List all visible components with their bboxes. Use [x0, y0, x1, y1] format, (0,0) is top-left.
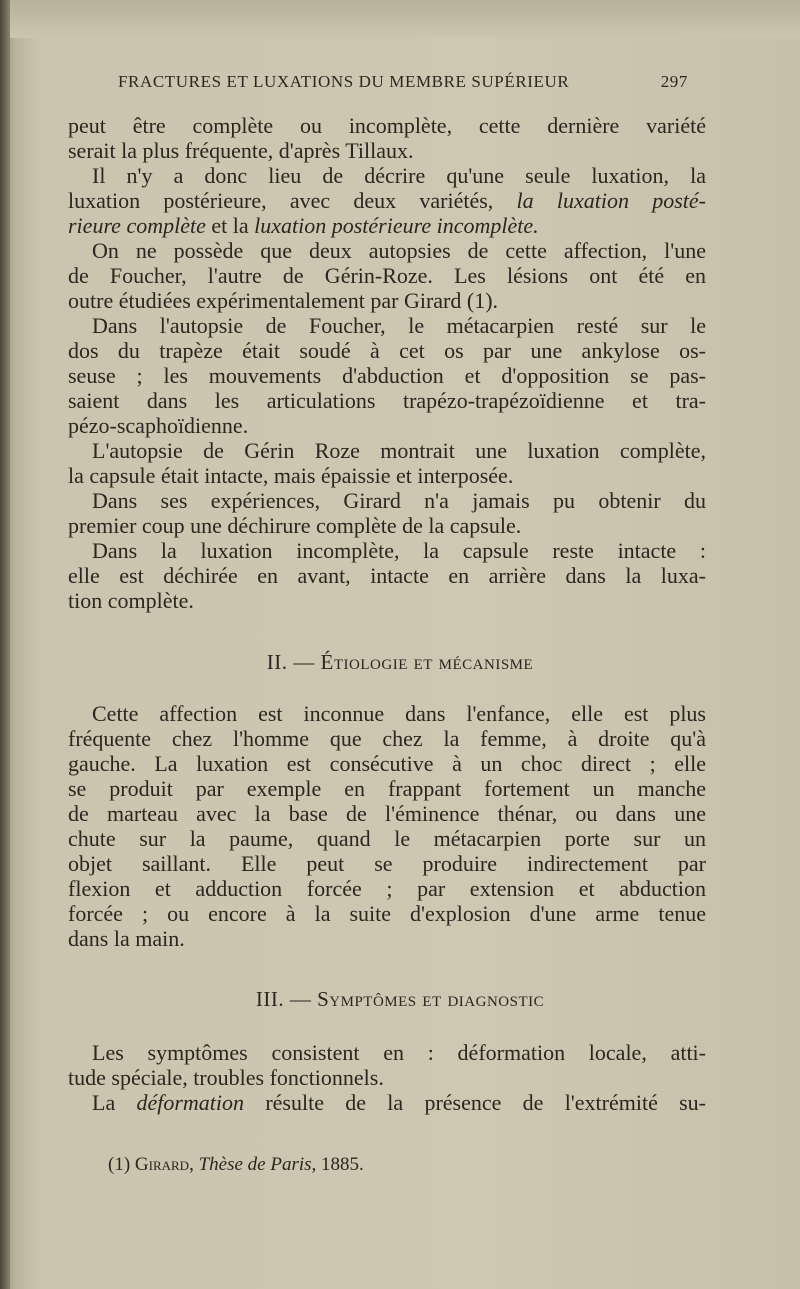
text-line: dos du trapèze était soudé à cet os par une ankylose os-: [68, 338, 706, 363]
text-line: gauche. La luxation est consécutive à un choc direct ; elle: [68, 751, 706, 776]
text-run: luxation postérieure, avec deux variétés,: [68, 188, 494, 213]
text-line: [68, 188, 706, 213]
section-number: III. —: [255, 987, 312, 1011]
italic-run: rieure complète: [68, 213, 206, 238]
text-line: [68, 213, 706, 238]
text-run: résulte de la présence de l'extrémité su-: [265, 1090, 707, 1115]
footnote: [108, 1154, 364, 1176]
text-line: premier coup une déchirure complète de la capsule.: [68, 513, 522, 538]
text-line: tion complète.: [68, 588, 194, 613]
text-line: objet saillant. Elle peut se produire indirectement par: [68, 851, 706, 876]
text-line: Dans ses expériences, Girard n'a jamais pu obtenir du: [92, 488, 706, 513]
paragraph-block-2: [68, 701, 706, 951]
text-line: tude spéciale, troubles fonctionnels.: [68, 1065, 384, 1090]
text-line: serait la plus fréquente, d'après Tillaux.: [68, 138, 414, 163]
text-line: seuse ; les mouvements d'abduction et d'opposition se pas-: [68, 363, 706, 388]
running-header: [118, 72, 688, 92]
paragraph-block-1: [68, 113, 706, 613]
text-line: [68, 1090, 706, 1115]
text-line: outre étudiées expérimentalement par Girard (1).: [68, 288, 499, 313]
footnote-work: Thèse de Paris,: [198, 1154, 317, 1175]
italic-run: luxation postérieure incomplète.: [254, 213, 539, 238]
text-line: chute sur la paume, quand le métacarpien porte sur un: [68, 826, 706, 851]
text-line: On ne possède que deux autopsies de cette affection, l'une: [92, 238, 706, 263]
text-line: peut être complète ou incomplète, cette dernière variété: [68, 113, 706, 138]
text-line: la capsule était intacte, mais épaissie et interposée.: [68, 463, 514, 488]
italic-run: la luxation posté-: [516, 188, 706, 213]
text-line: Cette affection est inconnue dans l'enfance, elle est plus: [92, 701, 706, 726]
text-line: flexion et adduction forcée ; par extension et abduction: [68, 876, 706, 901]
text-line: saient dans les articulations trapézo-trapézoïdienne et tra-: [68, 388, 706, 413]
section-number: II. —: [266, 650, 315, 674]
text-line: se produit par exemple en frappant fortement un manche: [68, 776, 706, 801]
section-heading-3: [0, 987, 800, 1012]
text-line: Il n'y a donc lieu de décrire qu'une seule luxation, la: [92, 163, 706, 188]
text-line: Les symptômes consistent en : déformation locale, atti-: [92, 1040, 706, 1065]
text-line: pézo-scaphoïdienne.: [68, 413, 249, 438]
text-run: La: [92, 1090, 116, 1115]
text-line: L'autopsie de Gérin Roze montrait une luxation complète,: [92, 438, 706, 463]
text-line: Dans l'autopsie de Foucher, le métacarpien resté sur le: [92, 313, 706, 338]
text-line: dans la main.: [68, 926, 185, 951]
page-top-edge: [0, 0, 800, 38]
text-line: de Foucher, l'autre de Gérin-Roze. Les lésions ont été en: [68, 263, 706, 288]
footnote-marker: (1): [108, 1154, 131, 1175]
text-run: et la: [211, 213, 249, 238]
footnote-year: 1885.: [321, 1154, 364, 1175]
text-line: de marteau avec la base de l'éminence thénar, ou dans une: [68, 801, 706, 826]
header-title: FRACTURES ET LUXATIONS DU MEMBRE SUPÉRIEUR: [118, 72, 570, 91]
paragraph-block-3: [68, 1040, 706, 1115]
footnote-author: Girard,: [134, 1154, 194, 1175]
text-line: Dans la luxation incomplète, la capsule reste intacte :: [92, 538, 706, 563]
text-line: elle est déchirée en avant, intacte en arrière dans la luxa-: [68, 563, 706, 588]
italic-run: déformation: [136, 1090, 245, 1115]
section-title: Symptômes et diagnostic: [317, 987, 545, 1011]
text-line: fréquente chez l'homme que chez la femme, à droite qu'à: [68, 726, 706, 751]
page-number: 297: [660, 72, 688, 91]
section-heading-2: [0, 650, 800, 675]
page-binding-edge: [0, 0, 10, 1289]
text-line: forcée ; ou encore à la suite d'explosion d'une arme tenue: [68, 901, 706, 926]
section-title: Étiologie et mécanisme: [320, 650, 534, 674]
